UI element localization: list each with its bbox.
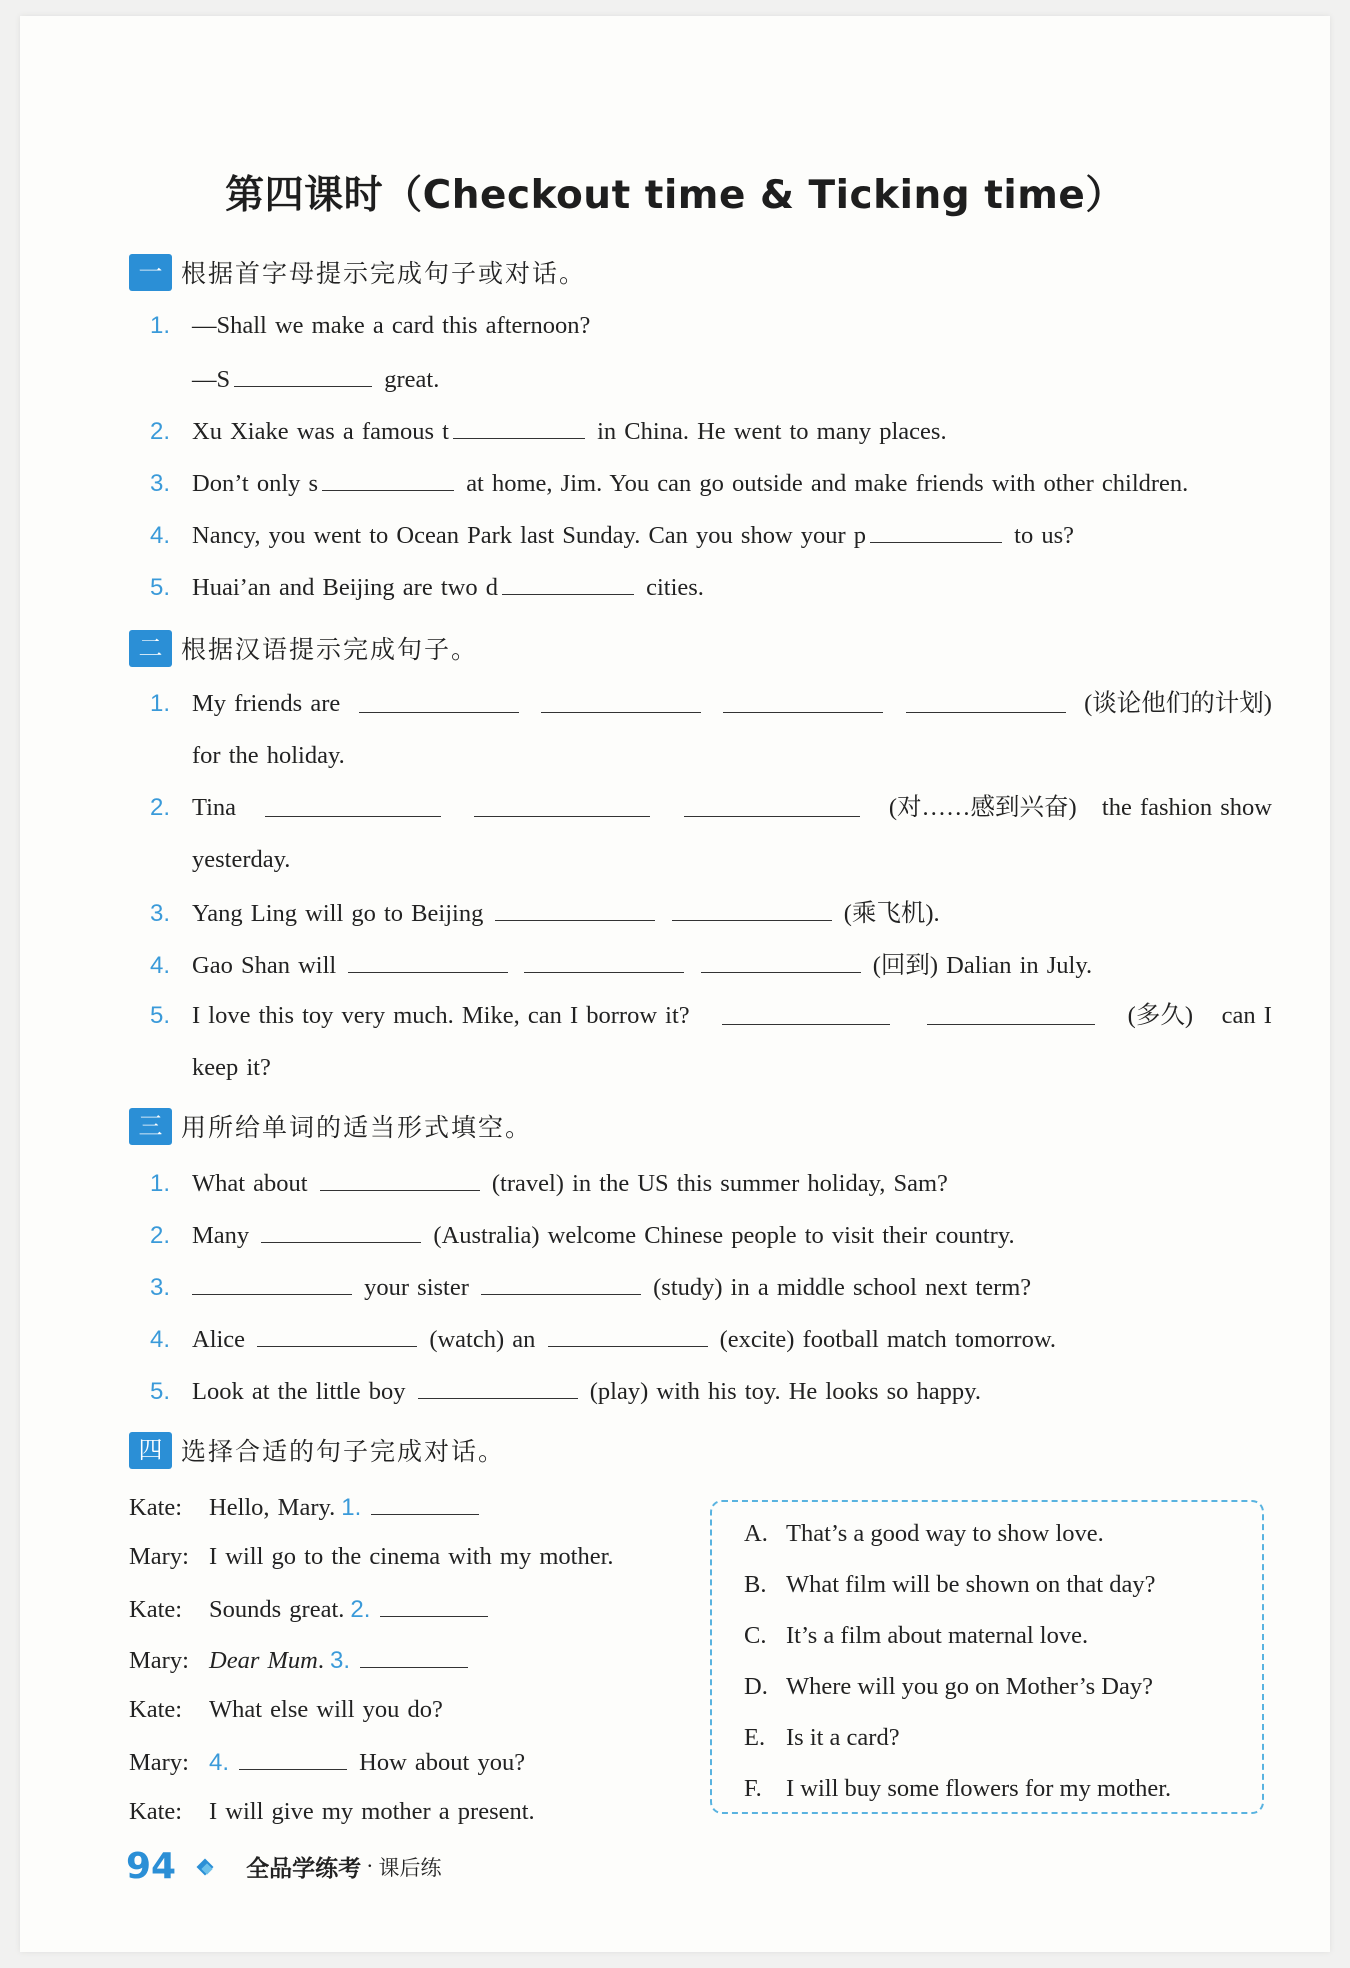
question-number: 1. bbox=[150, 312, 171, 339]
diamond-icon bbox=[194, 1856, 216, 1878]
s1-question-3 bbox=[150, 464, 1188, 500]
s1-question-2 bbox=[150, 412, 947, 448]
answer-blank[interactable] bbox=[541, 686, 701, 713]
answer-blank[interactable] bbox=[265, 790, 441, 817]
answer-blank[interactable] bbox=[672, 894, 832, 921]
book-title: 全品学练考 bbox=[246, 1856, 362, 1882]
s1-question-1-reply bbox=[150, 360, 439, 396]
question-number: 3. bbox=[150, 900, 171, 927]
question-number: 2. bbox=[350, 1596, 371, 1623]
s1-q2-pre: Xu Xiake was a famous t bbox=[192, 418, 449, 445]
s2-q4-post: Dalian in July. bbox=[946, 952, 1093, 979]
answer-blank[interactable] bbox=[418, 1372, 578, 1399]
dialogue-text: I will go to the cinema with my mother. bbox=[209, 1543, 614, 1570]
answer-blank[interactable] bbox=[234, 360, 372, 387]
s2-q2-cont: yesterday. bbox=[192, 846, 291, 873]
question-number: 5. bbox=[150, 1002, 171, 1029]
s2-q2-post: the fashion show bbox=[1101, 794, 1272, 821]
answer-blank[interactable] bbox=[320, 1164, 480, 1191]
answer-blank[interactable] bbox=[359, 686, 519, 713]
s3-q1-pre: What about bbox=[192, 1170, 308, 1197]
speaker-label: Kate: bbox=[129, 1696, 183, 1723]
option-letter: A. bbox=[744, 1520, 768, 1547]
s1-q3-pre: Don’t only s bbox=[192, 470, 319, 497]
s1-q1-reply-post: great. bbox=[384, 366, 440, 393]
s2-question-4 bbox=[150, 946, 1092, 982]
option-text: What film will be shown on that day? bbox=[786, 1571, 1156, 1598]
answer-blank[interactable] bbox=[348, 946, 508, 973]
s3-question-2 bbox=[150, 1216, 1015, 1252]
speaker-label: Kate: bbox=[129, 1596, 183, 1623]
answer-blank[interactable] bbox=[360, 1641, 468, 1668]
option-e bbox=[744, 1720, 900, 1756]
question-number: 1. bbox=[341, 1494, 362, 1521]
question-number: 3. bbox=[329, 1647, 350, 1674]
question-number: 4. bbox=[150, 1326, 171, 1353]
s1-q4-pre: Nancy, you went to Ocean Park last Sunday. Can you show your p bbox=[192, 522, 867, 549]
s1-q4-post: to us? bbox=[1014, 522, 1075, 549]
s2-question-2-cont bbox=[150, 842, 290, 878]
answer-blank[interactable] bbox=[906, 686, 1066, 713]
section-4-title: 选择合适的句子完成对话。 bbox=[181, 1437, 506, 1466]
question-number: 1. bbox=[150, 690, 171, 717]
s3-q2-post: (Australia) welcome Chinese people to visit their country. bbox=[433, 1222, 1015, 1249]
page-footer bbox=[126, 1846, 441, 1887]
dialogue-line-3 bbox=[129, 1590, 492, 1626]
speaker-label: Mary: bbox=[129, 1647, 189, 1674]
answer-blank[interactable] bbox=[722, 998, 890, 1025]
option-text: That’s a good way to show love. bbox=[786, 1520, 1104, 1547]
dialogue-line-4: Mary: Dear Mum. 3. bbox=[129, 1641, 472, 1677]
answer-blank[interactable] bbox=[684, 790, 860, 817]
s1-question-1 bbox=[150, 308, 590, 344]
s1-q5-post: cities. bbox=[646, 574, 704, 601]
question-number: 2. bbox=[150, 418, 171, 445]
s2-question-5 bbox=[150, 998, 1272, 1034]
question-number: 5. bbox=[150, 574, 171, 601]
answer-blank[interactable] bbox=[371, 1488, 479, 1515]
answer-blank[interactable] bbox=[322, 464, 454, 491]
s2-q3-hint: (乘飞机). bbox=[843, 900, 940, 927]
question-number: 3. bbox=[150, 470, 171, 497]
answer-blank[interactable] bbox=[524, 946, 684, 973]
s2-q3-pre: Yang Ling will go to Beijing bbox=[192, 900, 484, 927]
option-text: It’s a film about maternal love. bbox=[786, 1622, 1089, 1649]
question-number: 2. bbox=[150, 1222, 171, 1249]
s2-q5-pre: I love this toy very much. Mike, can I borrow it? bbox=[192, 1002, 690, 1029]
s3-q4-post: (excite) football match tomorrow. bbox=[719, 1326, 1057, 1353]
dialogue-line-5 bbox=[129, 1692, 443, 1728]
s3-q3-mid: your sister bbox=[364, 1274, 469, 1301]
answer-blank[interactable] bbox=[261, 1216, 421, 1243]
s2-q4-hint: (回到) bbox=[872, 952, 939, 979]
s3-question-5 bbox=[150, 1372, 981, 1408]
options-box bbox=[710, 1500, 1264, 1814]
s1-q1-text: —Shall we make a card this afternoon? bbox=[192, 312, 591, 339]
section-4-header bbox=[129, 1430, 505, 1470]
answer-blank[interactable] bbox=[723, 686, 883, 713]
dialogue-line-6 bbox=[129, 1743, 525, 1779]
s3-q4-mid: (watch) an bbox=[429, 1326, 536, 1353]
speaker-label: Kate: bbox=[129, 1494, 183, 1521]
speaker-label: Mary: bbox=[129, 1543, 189, 1570]
option-b bbox=[744, 1567, 1155, 1603]
dialogue-line-7 bbox=[129, 1794, 535, 1830]
s3-q2-pre: Many bbox=[192, 1222, 250, 1249]
option-letter: D. bbox=[744, 1673, 768, 1700]
section-1-header bbox=[129, 252, 586, 292]
option-text: I will buy some flowers for my mother. bbox=[786, 1775, 1172, 1802]
answer-blank[interactable] bbox=[257, 1320, 417, 1347]
s2-q1-pre: My friends are bbox=[192, 690, 341, 717]
s3-question-4 bbox=[150, 1320, 1056, 1356]
question-number: 2. bbox=[150, 794, 171, 821]
dialogue-line-2 bbox=[129, 1539, 614, 1575]
question-number: 5. bbox=[150, 1378, 171, 1405]
section-3-badge: 三 bbox=[129, 1108, 172, 1145]
answer-blank[interactable] bbox=[192, 1268, 352, 1295]
answer-blank[interactable] bbox=[380, 1590, 488, 1617]
question-number: 4. bbox=[150, 522, 171, 549]
s2-question-2 bbox=[150, 790, 1272, 826]
section-1-badge: 一 bbox=[129, 254, 172, 291]
option-f bbox=[744, 1771, 1171, 1807]
s2-q5-post: can I bbox=[1221, 1002, 1272, 1029]
separator-dot: · bbox=[367, 1857, 373, 1875]
s3-q1-post: (travel) in the US this summer holiday, Sam? bbox=[491, 1170, 948, 1197]
s3-q3-post: (study) in a middle school next term? bbox=[653, 1274, 1032, 1301]
s2-question-3 bbox=[150, 894, 940, 930]
answer-blank[interactable] bbox=[474, 790, 650, 817]
section-3-header bbox=[129, 1106, 532, 1146]
s3-q5-pre: Look at the little boy bbox=[192, 1378, 406, 1405]
dialogue-text: Hello, Mary. bbox=[209, 1494, 336, 1521]
s1-q5-pre: Huai’an and Beijing are two d bbox=[192, 574, 498, 601]
s3-question-3 bbox=[150, 1268, 1031, 1304]
s2-q5-hint: (多久) bbox=[1127, 1002, 1193, 1029]
section-2-header bbox=[129, 628, 478, 668]
s2-q1-hint: (谈论他们的计划) bbox=[1084, 690, 1272, 717]
page-number: 94 bbox=[126, 1846, 177, 1887]
section-1-title: 根据首字母提示完成句子或对话。 bbox=[181, 259, 587, 288]
dialogue-text: How about you? bbox=[359, 1749, 526, 1776]
option-text: Where will you go on Mother’s Day? bbox=[786, 1673, 1153, 1700]
answer-blank[interactable] bbox=[453, 412, 585, 439]
s3-q5-post: (play) with his toy. He looks so happy. bbox=[589, 1378, 981, 1405]
question-number: 4. bbox=[209, 1749, 230, 1776]
s2-q5-cont: keep it? bbox=[192, 1054, 271, 1081]
s3-question-1 bbox=[150, 1164, 948, 1200]
question-number: 4. bbox=[150, 952, 171, 979]
answer-blank[interactable] bbox=[870, 516, 1002, 543]
option-letter: B. bbox=[744, 1571, 767, 1598]
question-number: 3. bbox=[150, 1274, 171, 1301]
dialogue-text: Dear Mum bbox=[209, 1647, 318, 1674]
book-subtitle: 课后练 bbox=[378, 1855, 442, 1880]
s2-q2-pre: Tina bbox=[192, 794, 237, 821]
dialogue-line-1 bbox=[129, 1488, 483, 1524]
s2-question-1-cont bbox=[150, 738, 345, 774]
answer-blank[interactable] bbox=[701, 946, 861, 973]
s2-q2-hint: (对……感到兴奋) bbox=[888, 794, 1077, 821]
option-text: Is it a card? bbox=[786, 1724, 900, 1751]
s1-q1-reply-pre: —S bbox=[192, 366, 231, 393]
s2-q4-pre: Gao Shan will bbox=[192, 952, 337, 979]
section-4-badge: 四 bbox=[129, 1432, 172, 1469]
s2-question-1 bbox=[150, 686, 1272, 722]
option-letter: C. bbox=[744, 1622, 767, 1649]
worksheet-page bbox=[20, 16, 1330, 1952]
dialogue-text: Sounds great. bbox=[209, 1596, 345, 1623]
answer-blank[interactable] bbox=[495, 894, 655, 921]
option-a bbox=[744, 1516, 1104, 1552]
option-letter: F. bbox=[744, 1775, 762, 1802]
option-letter: E. bbox=[744, 1724, 766, 1751]
speaker-label: Kate: bbox=[129, 1798, 183, 1825]
question-number: 1. bbox=[150, 1170, 171, 1197]
answer-blank[interactable] bbox=[239, 1743, 347, 1770]
s1-q3-post: at home, Jim. You can go outside and make friends with other children. bbox=[466, 470, 1189, 497]
option-c bbox=[744, 1618, 1088, 1654]
section-3-title: 用所给单词的适当形式填空。 bbox=[181, 1113, 533, 1142]
section-2-badge: 二 bbox=[129, 630, 172, 667]
dialogue-text: What else will you do? bbox=[209, 1696, 443, 1723]
s3-q4-pre: Alice bbox=[192, 1326, 246, 1353]
page-title: 第四课时（Checkout time & Ticking time） bbox=[225, 173, 1125, 218]
s2-q1-cont: for the holiday. bbox=[192, 742, 345, 769]
s1-question-5 bbox=[150, 568, 704, 604]
section-2-title: 根据汉语提示完成句子。 bbox=[181, 635, 479, 664]
answer-blank[interactable] bbox=[548, 1320, 708, 1347]
dialogue-text: I will give my mother a present. bbox=[209, 1798, 535, 1825]
answer-blank[interactable] bbox=[927, 998, 1095, 1025]
s1-question-4 bbox=[150, 516, 1074, 552]
s1-q2-post: in China. He went to many places. bbox=[597, 418, 947, 445]
option-d bbox=[744, 1669, 1153, 1705]
speaker-label: Mary: bbox=[129, 1749, 189, 1776]
answer-blank[interactable] bbox=[502, 568, 634, 595]
s2-question-5-cont bbox=[150, 1050, 271, 1086]
answer-blank[interactable] bbox=[481, 1268, 641, 1295]
